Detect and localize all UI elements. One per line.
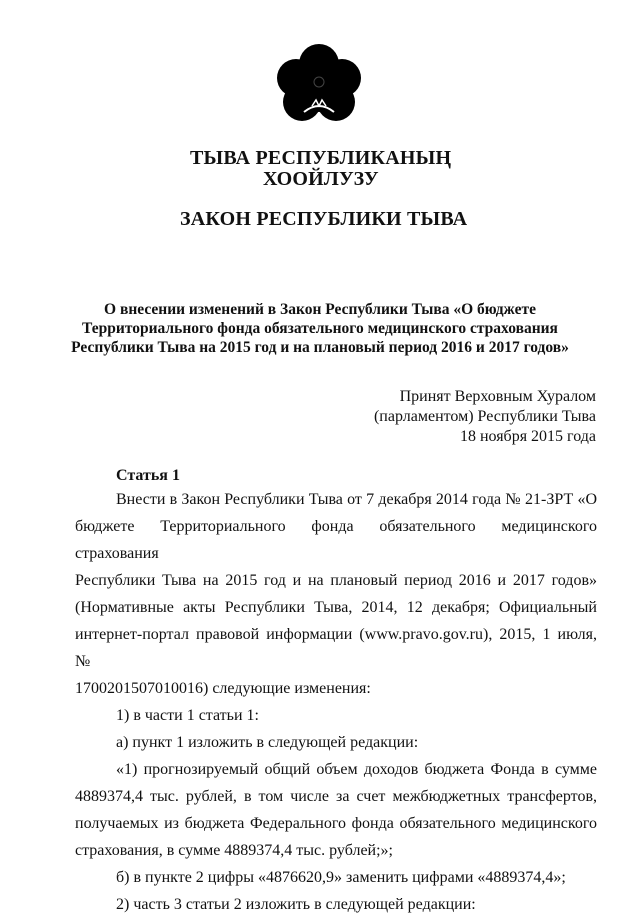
tuvan-header-line2: ХООЙЛУЗУ (263, 168, 379, 190)
body-line: 4889374,4 тыс. рублей, в том числе за счет межбюджетных трансфертов, (75, 788, 597, 805)
body-line: получаемых из бюджета Федерального фонда обязательного медицинского (75, 815, 597, 832)
adoption-line: Принят Верховным Хуралом (399, 388, 596, 405)
document-title-line: Республики Тыва на 2015 год и на плановый период 2016 и 2017 годов» (71, 339, 569, 356)
article-body (75, 486, 597, 918)
body-line: 1) в части 1 статьи 1: (116, 707, 259, 724)
body-line: (Нормативные акты Республики Тыва, 2014, 12 декабря; Официальный (75, 599, 597, 616)
page-title: ЗАКОН РЕСПУБЛИКИ ТЫВА (180, 208, 468, 230)
body-line: 1700201507010016) следующие изменения: (75, 680, 371, 697)
body-line: интернет-портал правовой информации (www.pravo.gov.ru), 2015, 1 июля, № (75, 626, 597, 670)
document-title (60, 300, 580, 357)
body-line: а) пункт 1 изложить в следующей редакции: (116, 734, 419, 751)
tuvan-header-line1: ТЫВА РЕСПУБЛИКАНЫҢ (190, 147, 452, 169)
tuva-emblem-icon (274, 42, 364, 128)
document-title-line: Территориального фонда обязательного медицинского страхования (82, 320, 558, 337)
body-line: Республики Тыва на 2015 год и на плановый период 2016 и 2017 годов» (75, 572, 597, 589)
body-line: 2) часть 3 статьи 2 изложить в следующей редакции: (116, 896, 476, 913)
body-line: страхования, в сумме 4889374,4 тыс. рублей;»; (75, 842, 393, 859)
adoption-date: 18 ноября 2015 года (459, 428, 596, 445)
adoption-line: (парламентом) Республики Тыва (373, 408, 596, 425)
body-line: «1) прогнозируемый общий объем доходов бюджета Фонда в сумме (116, 761, 597, 778)
body-line: б) в пункте 2 цифры «4876620,9» заменить цифрами «4889374,4»; (116, 869, 566, 886)
adoption-note (374, 387, 596, 447)
body-line: бюджете Территориального фонда обязательного медицинского страхования (75, 518, 597, 562)
body-line: Внести в Закон Республики Тыва от 7 декабря 2014 года № 21-ЗРТ «О (116, 491, 597, 508)
article-heading: Статья 1 (116, 467, 180, 484)
document-title-line: О внесении изменений в Закон Республики Тыва «О бюджете (104, 301, 536, 318)
